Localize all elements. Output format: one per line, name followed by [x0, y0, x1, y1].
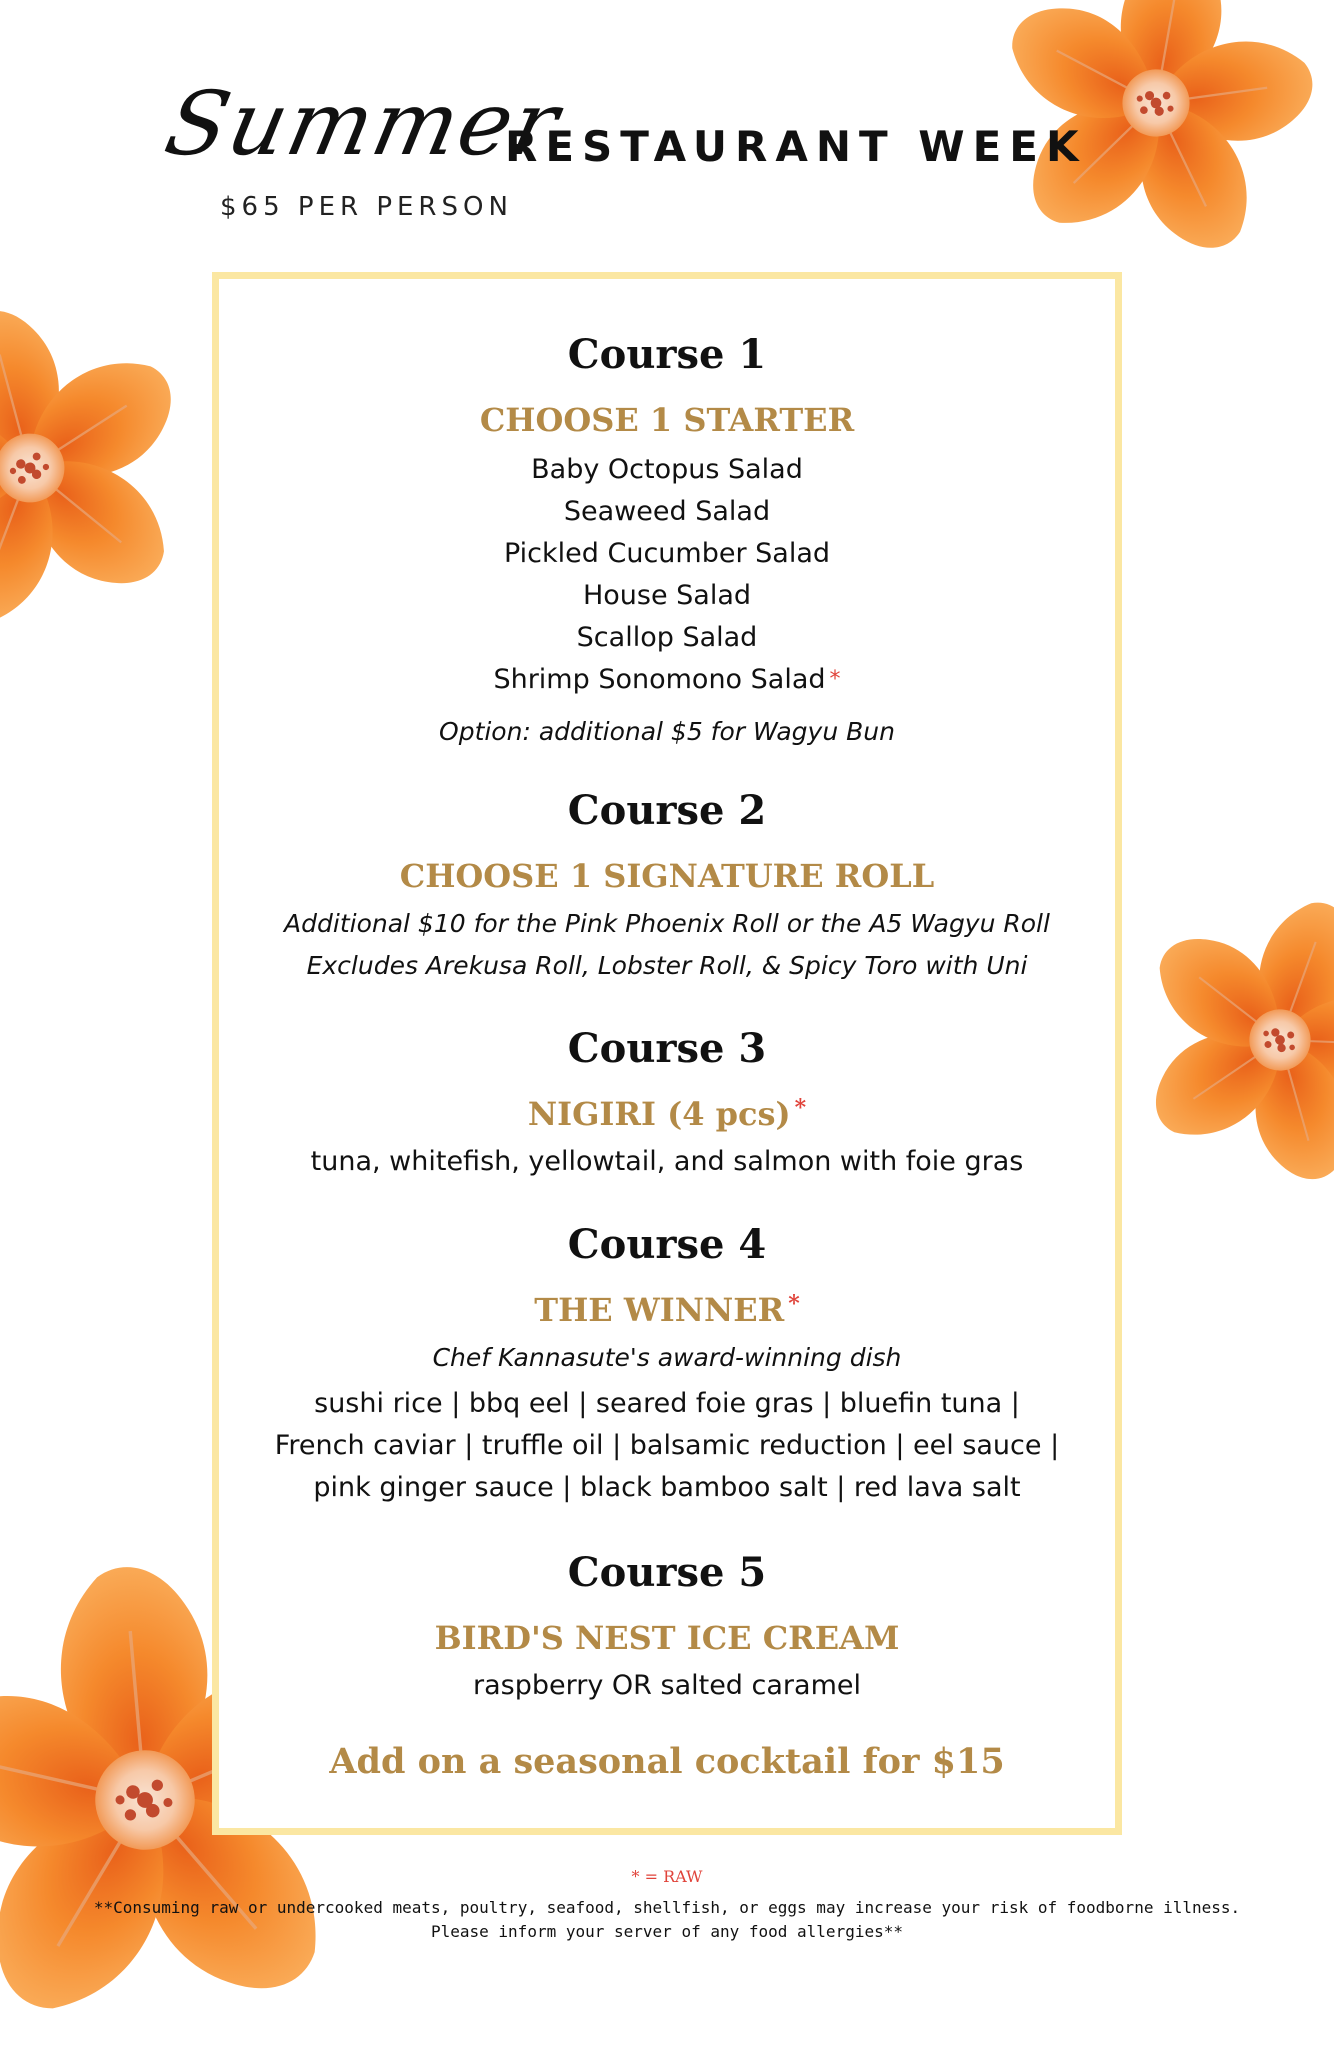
course-1-subheading: CHOOSE 1 STARTER: [479, 401, 855, 439]
course-2-subheading: CHOOSE 1 SIGNATURE ROLL: [399, 857, 935, 895]
raw-marker: *: [788, 1291, 800, 1317]
menu-item-raw: [219, 659, 1115, 701]
course-5-subheading: BIRD'S NEST ICE CREAM: [434, 1619, 900, 1657]
menu-item: House Salad: [582, 580, 752, 611]
menu-item: Pickled Cucumber Salad: [503, 538, 831, 569]
course-1-heading: Course 1: [567, 331, 767, 378]
header-title: RESTAURANT WEEK: [505, 122, 1087, 171]
flower-illustration-left-upper: [0, 248, 210, 688]
menu-item: sushi rice | bbq eel | seared foie gras | bluefin tuna |: [314, 1388, 1020, 1419]
course-3-subheading: [219, 1095, 1115, 1133]
flower-illustration-right-middle: [1120, 820, 1334, 1260]
raw-marker: *: [794, 1095, 807, 1121]
course-4-heading: Course 4: [567, 1221, 767, 1268]
raw-legend: * = RAW: [631, 1867, 703, 1886]
course-2-note: Excludes Arekusa Roll, Lobster Roll, & Spicy Toro with Uni: [306, 951, 1028, 980]
menu-item: Seaweed Salad: [563, 496, 771, 527]
food-safety-disclaimer: **Consuming raw or undercooked meats, poultry, seafood, shellfish, or eggs may increase your risk of foodborne illness.: [93, 1898, 1241, 1917]
allergy-note: Please inform your server of any food allergies**: [430, 1922, 903, 1941]
header-script-word: Summer: [157, 72, 569, 175]
course-4-subheading: [219, 1291, 1115, 1329]
menu-item: pink ginger sauce | black bamboo salt | red lava salt: [313, 1472, 1021, 1503]
cocktail-addon: Add on a seasonal cocktail for $15: [329, 1741, 1005, 1782]
course-2-note: Additional $10 for the Pink Phoenix Roll or the A5 Wagyu Roll: [284, 909, 1050, 938]
raw-marker: *: [829, 667, 841, 692]
course-4-note: Chef Kannasute's award-winning dish: [432, 1343, 902, 1372]
menu-item: Scallop Salad: [576, 622, 758, 653]
course-5-heading: Course 5: [567, 1549, 767, 1596]
menu-item: French caviar | truffle oil | balsamic reduction | eel sauce |: [274, 1430, 1060, 1461]
course-1-note: Option: additional $5 for Wagyu Bun: [439, 717, 895, 746]
subheading-label: NIGIRI (4 pcs): [527, 1095, 791, 1133]
menu-item: tuna, whitefish, yellowtail, and salmon with foie gras: [310, 1146, 1024, 1177]
header-price: $65 PER PERSON: [220, 192, 513, 222]
menu-card: [212, 272, 1122, 1835]
menu-item: Baby Octopus Salad: [531, 454, 803, 485]
subheading-label: THE WINNER: [534, 1291, 785, 1329]
menu-item-label: Shrimp Sonomono Salad: [493, 664, 826, 695]
course-3-heading: Course 3: [567, 1025, 767, 1072]
menu-item: raspberry OR salted caramel: [473, 1670, 861, 1701]
course-2-heading: Course 2: [567, 787, 767, 834]
